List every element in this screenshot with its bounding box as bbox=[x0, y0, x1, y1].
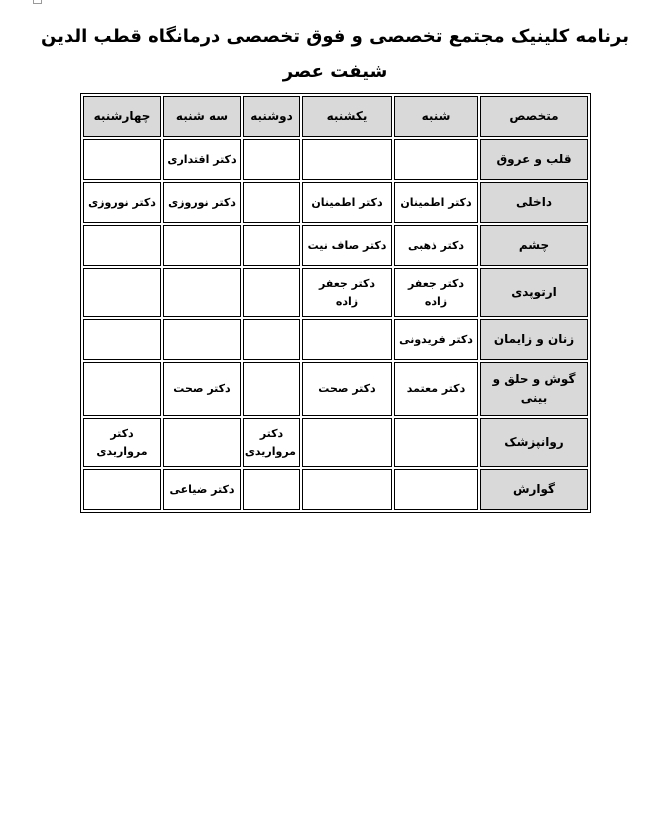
table-cell bbox=[302, 319, 392, 360]
table-cell bbox=[83, 225, 161, 266]
table-cell: دکتر صحت bbox=[302, 362, 392, 416]
table-cell: دکتر نوروزی bbox=[163, 182, 241, 223]
table-cell bbox=[163, 319, 241, 360]
table-cell: دکتر فریدونی bbox=[394, 319, 478, 360]
table-cell: دکتر صحت bbox=[163, 362, 241, 416]
table-cell: دکتر مرواریدی bbox=[243, 418, 300, 467]
specialty-cell: قلب و عروق bbox=[480, 139, 588, 180]
table-row bbox=[83, 418, 588, 467]
table-row bbox=[83, 268, 588, 317]
table-cell bbox=[302, 418, 392, 467]
table-cell: دکتر جعفر زاده bbox=[302, 268, 392, 317]
table-cell bbox=[243, 319, 300, 360]
table-cell: دکتر ضیاعی bbox=[163, 469, 241, 510]
table-cell: دکتر اطمینان bbox=[394, 182, 478, 223]
table-cell bbox=[302, 139, 392, 180]
page-title: برنامه کلینیک مجتمع تخصصی و فوق تخصصی درمانگاه قطب الدین bbox=[40, 26, 629, 47]
table-header-row bbox=[83, 96, 588, 137]
specialty-cell: ارتوپدی bbox=[480, 268, 588, 317]
column-header: سه شنبه bbox=[163, 96, 241, 137]
table-cell bbox=[163, 225, 241, 266]
column-header: یکشنبه bbox=[302, 96, 392, 137]
table-cell: دکتر مرواریدی bbox=[83, 418, 161, 467]
table-cell: دکتر اقتداری bbox=[163, 139, 241, 180]
table-cell bbox=[83, 268, 161, 317]
table-row bbox=[83, 319, 588, 360]
specialty-cell: گوارش bbox=[480, 469, 588, 510]
table-cell bbox=[243, 225, 300, 266]
table-cell: دکتر صاف نیت bbox=[302, 225, 392, 266]
table-cell bbox=[243, 469, 300, 510]
page-corner-mark bbox=[33, 0, 42, 4]
table-cell bbox=[302, 469, 392, 510]
column-header: متخصص bbox=[480, 96, 588, 137]
table-cell bbox=[243, 139, 300, 180]
specialty-cell: داخلی bbox=[480, 182, 588, 223]
table-cell bbox=[163, 418, 241, 467]
table-cell bbox=[83, 139, 161, 180]
table-row bbox=[83, 225, 588, 266]
specialty-cell: گوش و حلق و بینی bbox=[480, 362, 588, 416]
table-cell bbox=[83, 319, 161, 360]
table-cell bbox=[83, 362, 161, 416]
specialty-cell: چشم bbox=[480, 225, 588, 266]
table-cell: دکتر ذهبی bbox=[394, 225, 478, 266]
table-cell: دکتر اطمینان bbox=[302, 182, 392, 223]
table-cell: دکتر جعفر زاده bbox=[394, 268, 478, 317]
table-row bbox=[83, 182, 588, 223]
table-cell bbox=[163, 268, 241, 317]
table-cell bbox=[394, 469, 478, 510]
specialty-cell: زنان و زایمان bbox=[480, 319, 588, 360]
table-row bbox=[83, 469, 588, 510]
schedule-table bbox=[80, 93, 591, 513]
table-row bbox=[83, 139, 588, 180]
table-cell bbox=[243, 268, 300, 317]
table-cell: دکتر معتمد bbox=[394, 362, 478, 416]
column-header: دوشنبه bbox=[243, 96, 300, 137]
table-cell bbox=[394, 139, 478, 180]
table-cell bbox=[243, 182, 300, 223]
table-cell bbox=[394, 418, 478, 467]
table-cell bbox=[243, 362, 300, 416]
specialty-cell: روانپزشک bbox=[480, 418, 588, 467]
column-header: شنبه bbox=[394, 96, 478, 137]
page-subtitle: شیفت عصر bbox=[282, 61, 388, 82]
table-cell bbox=[83, 469, 161, 510]
table-row bbox=[83, 362, 588, 416]
table-cell: دکتر نوروزی bbox=[83, 182, 161, 223]
column-header: چهارشنبه bbox=[83, 96, 161, 137]
